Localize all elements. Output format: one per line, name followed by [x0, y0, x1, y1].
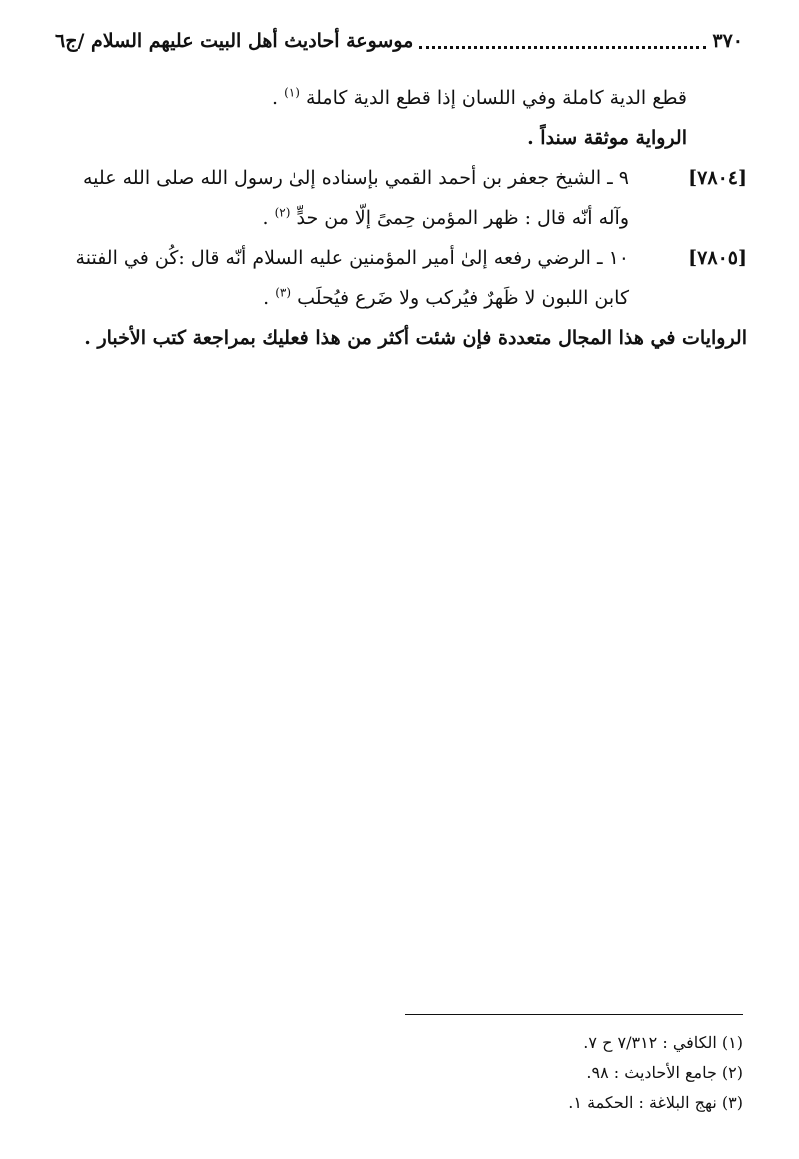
footnote-2: (٢) جامع الأحاديث : ٩٨. — [586, 1063, 743, 1082]
hadith-number: [٧٨٠٥] — [688, 247, 747, 269]
closing-paragraph: الروايات في هذا المجال متعددة فإن شئت أكثر من هذا فعليك بمراجعة كتب الأخبار . — [84, 327, 747, 349]
hadith-number: [٧٨٠٤] — [688, 167, 747, 189]
footnote-ref-1[interactable]: (١) — [284, 85, 300, 100]
continuation-text: قطع الدية كاملة وفي اللسان إذا قطع الدية كاملة — [305, 87, 687, 109]
continuation-end: . — [271, 87, 279, 109]
footnote-separator — [405, 1014, 743, 1015]
hadith-text-block — [50, 238, 629, 318]
hadith-end: . — [263, 287, 270, 309]
chain-assessment: الرواية موثقة سنداً . — [527, 127, 687, 149]
main-text — [50, 78, 747, 358]
continuation-paragraph — [50, 78, 747, 118]
book-title: موسوعة أحاديث أهل البيت عليهم السلام /ج٦ — [55, 30, 414, 52]
hadith-end: . — [262, 207, 269, 229]
hadith-entry — [50, 238, 747, 318]
hadith-text: ٩ ـ الشيخ جعفر بن أحمد القمي بإسناده إلىٰ رسول الله صلى الله عليه وآله أنّه قال : ظهر المؤمن حِمىً إلّا من حدٍّ — [82, 167, 629, 229]
footnotes — [56, 1028, 743, 1118]
page-number: ٣٧٠ — [712, 30, 743, 52]
header-leader-dots — [419, 46, 706, 49]
footnote-ref-2[interactable]: (٢) — [274, 205, 291, 220]
footnote-3: (٣) نهج البلاغة : الحكمة ١. — [568, 1093, 743, 1112]
hadith-text-block — [50, 158, 629, 238]
hadith-entry — [50, 158, 747, 238]
hadith-text: ١٠ ـ الرضي رفعه إلىٰ أمير المؤمنين عليه السلام أنّه قال :كُن في الفتنة كابن اللبون لا ظَهرٌ فيُركب ولا ضَرع فيُحلَب — [75, 247, 629, 309]
running-header — [55, 26, 743, 56]
footnote-1: (١) الكافي : ٧/٣١٢ ح ٧. — [583, 1033, 743, 1052]
footnote-ref-3[interactable]: (٣) — [275, 285, 292, 300]
